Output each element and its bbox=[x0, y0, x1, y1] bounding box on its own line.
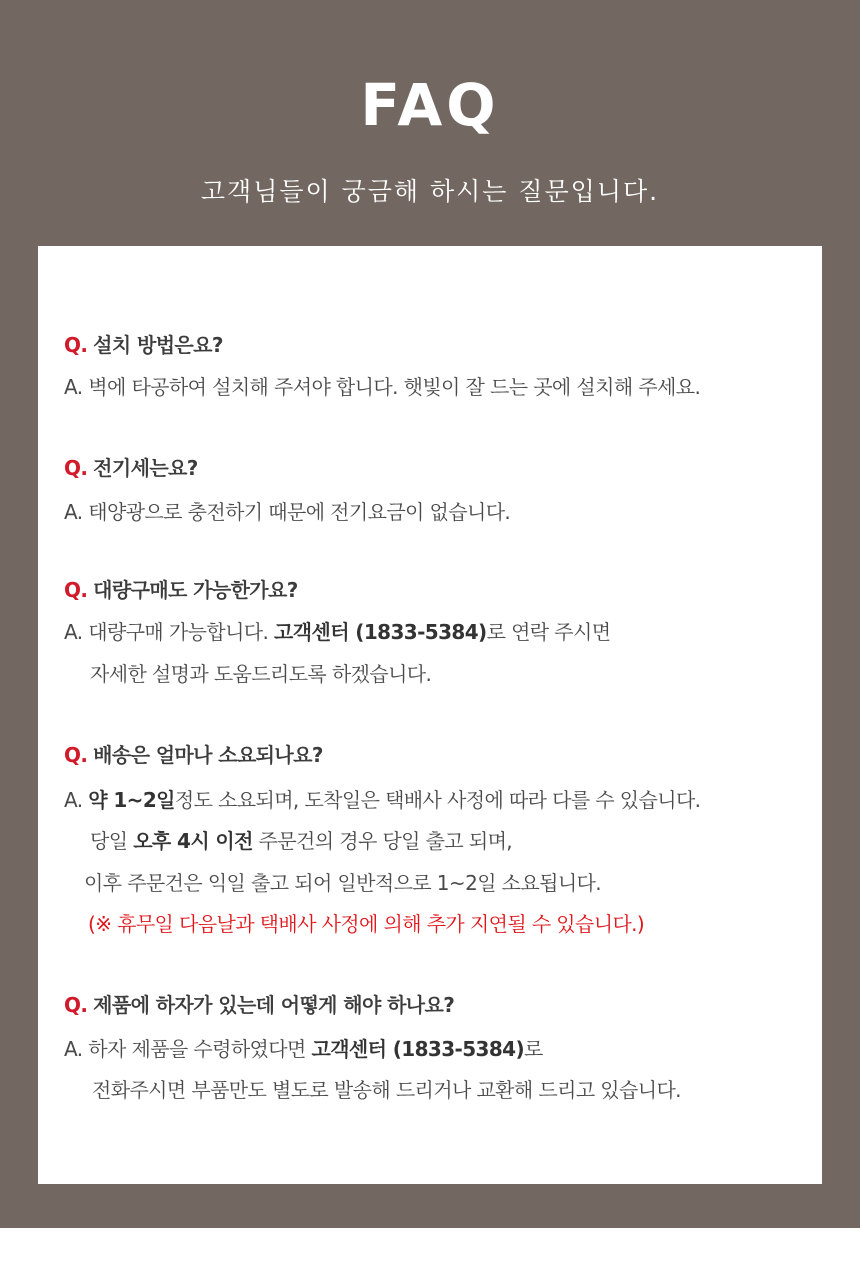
answer-text: 태양광으로 충전하기 때문에 전기요금이 없습니다. bbox=[88, 500, 511, 524]
faq-answer-3-line-1 bbox=[64, 617, 610, 647]
a-marker: A. bbox=[64, 375, 83, 399]
page-subtitle: 고객님들이 궁금해 하시는 질문입니다. bbox=[200, 177, 660, 206]
answer-text: 자세한 설명과 도움드리도록 하겠습니다. bbox=[90, 662, 432, 686]
faq-answer-4-line-2 bbox=[90, 826, 512, 856]
question-text: 설치 방법은요? bbox=[93, 333, 223, 357]
faq-answer-3-line-2 bbox=[90, 659, 431, 689]
customer-center-phone: 고객센터 (1833-5384) bbox=[311, 1037, 525, 1061]
faq-question-3 bbox=[64, 575, 298, 605]
answer-text: 당일 bbox=[90, 829, 134, 853]
faq-question-5 bbox=[64, 990, 454, 1020]
answer-text: 전화주시면 부품만도 별도로 발송해 드리거나 교환해 드리고 있습니다. bbox=[92, 1078, 681, 1102]
answer-text: 주문건의 경우 당일 출고 되며, bbox=[252, 829, 513, 853]
answer-text: 하자 제품을 수령하였다면 bbox=[88, 1037, 312, 1061]
faq-answer-2 bbox=[64, 497, 510, 527]
faq-question-4 bbox=[64, 740, 323, 770]
answer-text: 대량구매 가능합니다. bbox=[88, 620, 275, 644]
question-text: 배송은 얼마나 소요되나요? bbox=[93, 743, 323, 767]
cutoff-time: 오후 4시 이전 bbox=[133, 829, 253, 853]
question-text: 제품에 하자가 있는데 어떻게 해야 하나요? bbox=[93, 993, 455, 1017]
faq-question-2 bbox=[64, 453, 198, 483]
faq-answer-4-line-3 bbox=[84, 868, 601, 898]
q-marker: Q. bbox=[64, 578, 88, 602]
a-marker: A. bbox=[64, 1037, 83, 1061]
customer-center-phone: 고객센터 (1833-5384) bbox=[274, 620, 487, 644]
page-title: FAQ bbox=[360, 71, 500, 139]
notice-text: (※ 휴무일 다음날과 택배사 사정에 의해 추가 지연될 수 있습니다.) bbox=[88, 912, 645, 936]
q-marker: Q. bbox=[64, 743, 88, 767]
answer-text: 로 연락 주시면 bbox=[486, 620, 611, 644]
q-marker: Q. bbox=[64, 456, 88, 480]
faq-card bbox=[38, 246, 822, 1184]
faq-question-1 bbox=[64, 330, 223, 360]
answer-text: 벽에 타공하여 설치해 주셔야 합니다. 햇빛이 잘 드는 곳에 설치해 주세요. bbox=[88, 375, 701, 399]
answer-text: 정도 소요되며, 도착일은 택배사 사정에 따라 다를 수 있습니다. bbox=[174, 788, 701, 812]
faq-answer-5-line-2 bbox=[92, 1075, 681, 1105]
question-text: 전기세는요? bbox=[93, 456, 198, 480]
delivery-days: 약 1~2일 bbox=[88, 788, 175, 812]
a-marker: A. bbox=[64, 500, 83, 524]
a-marker: A. bbox=[64, 620, 83, 644]
faq-answer-1 bbox=[64, 372, 700, 402]
a-marker: A. bbox=[64, 788, 83, 812]
q-marker: Q. bbox=[64, 333, 88, 357]
faq-answer-4-line-1 bbox=[64, 785, 700, 815]
answer-text: 이후 주문건은 익일 출고 되어 일반적으로 1~2일 소요됩니다. bbox=[84, 871, 602, 895]
delivery-delay-notice bbox=[88, 909, 644, 939]
faq-answer-5-line-1 bbox=[64, 1034, 543, 1064]
q-marker: Q. bbox=[64, 993, 88, 1017]
question-text: 대량구매도 가능한가요? bbox=[93, 578, 298, 602]
answer-text: 로 bbox=[524, 1037, 543, 1061]
